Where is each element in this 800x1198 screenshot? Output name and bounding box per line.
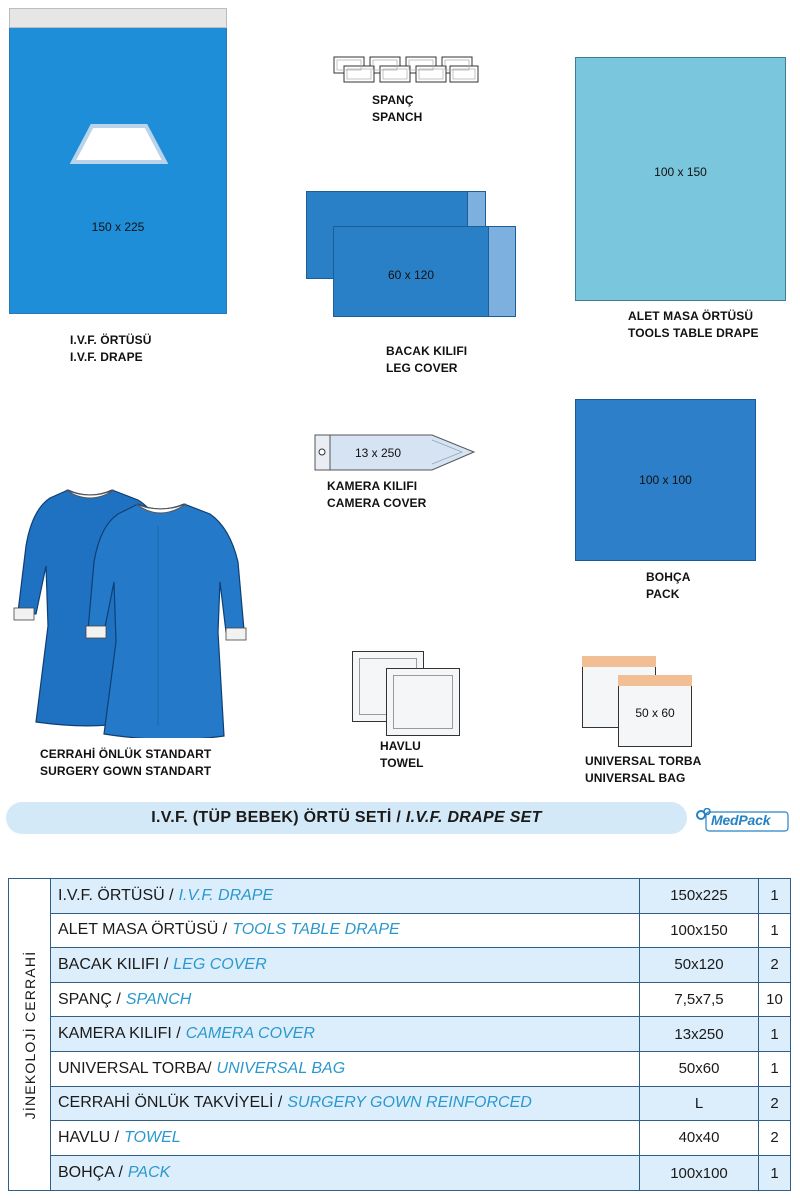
item-name-en: TOWEL [124, 1128, 181, 1146]
towel-caption [380, 738, 424, 772]
tools-table-drape-en: TOOLS TABLE DRAPE [628, 326, 759, 340]
item-name-en: PACK [127, 1164, 171, 1182]
camera-cover-caption [327, 478, 426, 512]
item-size-cell: 13x250 [640, 1017, 759, 1051]
camera-cover-tr: KAMERA KILIFI [327, 479, 418, 493]
item-qty-cell: 1 [770, 887, 779, 905]
table-row [51, 1087, 790, 1122]
item-size-cell: 50x120 [640, 948, 759, 982]
item-name-en: UNIVERSAL BAG [216, 1059, 346, 1077]
universal-bag-tr: UNIVERSAL TORBA [585, 754, 702, 768]
item-name-cell [51, 948, 640, 982]
universal-bag-caption [585, 753, 701, 787]
item-qty-cell: 1 [770, 1025, 779, 1043]
camera-cover-dim: 13 x 250 [354, 446, 402, 460]
universal-bag-dim: 50 x 60 [635, 706, 675, 720]
spanch-caption [372, 92, 422, 126]
item-name-tr: HAVLU / [58, 1128, 120, 1146]
item-name-tr: BOHÇA / [58, 1164, 123, 1182]
item-name-cell [51, 1052, 640, 1086]
universal-bag-en: UNIVERSAL BAG [585, 771, 686, 785]
table-row [51, 1121, 790, 1156]
item-name-cell [51, 1017, 640, 1051]
item-size-cell: L [640, 1087, 759, 1121]
leg-cover-caption [386, 343, 467, 377]
item-name-tr: KAMERA KILIFI / [58, 1025, 181, 1043]
table-row [51, 914, 790, 949]
table-row [51, 1017, 790, 1052]
spanch-tr: SPANÇ [372, 93, 414, 107]
tools-table-drape-tr: ALET MASA ÖRTÜSÜ [628, 309, 754, 323]
item-name-tr: I.V.F. ÖRTÜSÜ / [58, 886, 174, 904]
tools-table-drape-image [575, 57, 786, 301]
towel-image-front [386, 668, 460, 736]
leg-cover-en: LEG COVER [386, 361, 458, 375]
item-name-cell [51, 914, 640, 948]
item-qty-cell: 1 [770, 1060, 779, 1078]
item-size-cell: 100x150 [640, 914, 759, 948]
tools-table-drape-caption [628, 308, 759, 342]
category-label: JİNEKOLOJİ CERRAHİ [22, 950, 38, 1119]
ivf-drape-window [70, 124, 168, 166]
tools-table-drape-dim: 100 x 150 [654, 165, 707, 179]
item-name-cell [51, 879, 640, 913]
item-name-en: LEG COVER [173, 955, 267, 973]
item-name-tr: CERRAHİ ÖNLÜK TAKVİYELİ / [58, 1094, 283, 1112]
table-row [51, 1156, 790, 1191]
ivf-drape-en: I.V.F. DRAPE [70, 350, 143, 364]
item-qty-cell: 10 [766, 991, 783, 1009]
item-name-en: SPANCH [125, 990, 192, 1008]
item-name-cell [51, 1121, 640, 1155]
medpack-logo [694, 808, 790, 834]
item-name-en: CAMERA COVER [185, 1025, 315, 1043]
medpack-logo-text: MedPack [711, 812, 771, 828]
ivf-drape-caption [70, 332, 152, 366]
pack-caption [646, 569, 691, 603]
item-qty-cell: 2 [770, 1129, 779, 1147]
item-name-cell [51, 1156, 640, 1191]
table-row [51, 948, 790, 983]
item-qty-cell: 2 [770, 956, 779, 974]
item-size-cell: 150x225 [640, 879, 759, 913]
item-qty-cell: 1 [770, 1164, 779, 1182]
item-name-cell [51, 983, 640, 1017]
item-name-tr: SPANÇ / [58, 990, 121, 1008]
table-row [51, 983, 790, 1018]
item-name-tr: BACAK KILIFI / [58, 955, 169, 973]
contents-table [8, 878, 791, 1191]
set-title-en: I.V.F. DRAPE SET [405, 809, 542, 826]
ivf-drape-dim: 150 x 225 [91, 220, 145, 234]
item-size-cell: 100x100 [640, 1156, 759, 1191]
item-name-cell [51, 1087, 640, 1121]
gown-en: SURGERY GOWN STANDART [40, 764, 212, 778]
towel-en: TOWEL [380, 756, 424, 770]
item-size-cell: 7,5x7,5 [640, 983, 759, 1017]
item-name-en: I.V.F. DRAPE [178, 886, 274, 904]
item-name-tr: ALET MASA ÖRTÜSÜ / [58, 921, 228, 939]
gown-caption [40, 746, 211, 780]
leg-cover-dim: 60 x 120 [387, 268, 435, 282]
camera-cover-en: CAMERA COVER [327, 496, 427, 510]
item-name-tr: UNIVERSAL TORBA/ [58, 1059, 212, 1077]
spanch-image [332, 55, 482, 85]
pack-en: PACK [646, 587, 680, 601]
ivf-drape-tr: I.V.F. ÖRTÜSÜ [70, 333, 152, 347]
gown-tr: CERRAHİ ÖNLÜK STANDART [40, 747, 212, 761]
leg-cover-tr: BACAK KILIFI [386, 344, 468, 358]
table-row [51, 879, 790, 914]
pack-tr: BOHÇA [646, 570, 691, 584]
item-name-en: TOOLS TABLE DRAPE [232, 921, 400, 939]
category-cell [9, 879, 51, 1190]
table-row [51, 1052, 790, 1087]
item-size-cell: 40x40 [640, 1121, 759, 1155]
towel-tr: HAVLU [380, 739, 421, 753]
item-qty-cell: 2 [770, 1094, 779, 1112]
item-qty-cell: 1 [770, 921, 779, 939]
set-title-tr: I.V.F. (TÜP BEBEK) ÖRTÜ SETİ / [151, 809, 402, 826]
spanch-en: SPANCH [372, 110, 423, 124]
ivf-drape-strip [9, 8, 227, 28]
pack-dim: 100 x 100 [639, 473, 692, 487]
set-title [6, 802, 687, 834]
surgery-gown-image [8, 486, 248, 738]
item-size-cell: 50x60 [640, 1052, 759, 1086]
item-name-en: SURGERY GOWN REINFORCED [287, 1094, 532, 1112]
